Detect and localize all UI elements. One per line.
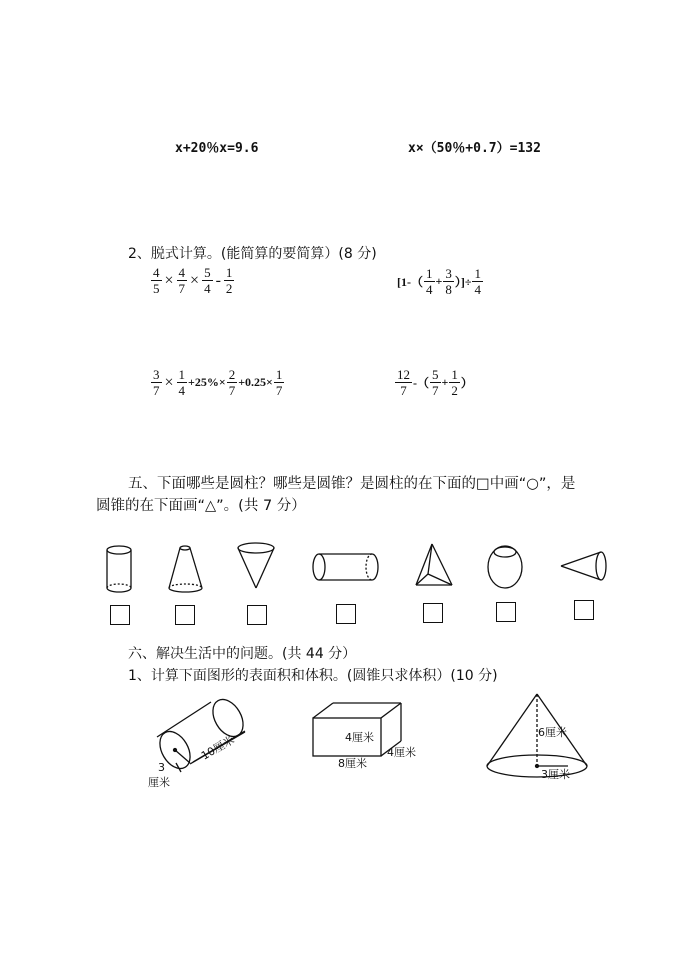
fraction: $\frac{12}{7}$ xyxy=(397,367,410,398)
expression-4: $\frac{12}{7}$ -（ $\frac{5}{7}$ + $\frac{1}{2}$ ） xyxy=(397,367,473,398)
fraction: $\frac{1}{2}$ xyxy=(225,265,233,296)
answer-box[interactable] xyxy=(423,603,443,623)
solid-figures xyxy=(0,690,688,800)
expression-1: $\frac{4}{5}$ × $\frac{4}{7}$ × $\frac{5}{4}$ - $\frac{1}{2}$ xyxy=(153,265,233,296)
answer-box[interactable] xyxy=(247,605,267,625)
cuboid-length-label: 8厘米 xyxy=(338,757,367,770)
cuboid-height-label: 4厘米 xyxy=(345,731,374,744)
cylinder-figure xyxy=(154,694,250,774)
fraction: $\frac{1}{7}$ xyxy=(275,367,283,398)
section6-title: 六、解决生活中的问题。(共 44 分） xyxy=(128,646,357,662)
section2-title: 2、脱式计算。(能简算的要简算）(8 分) xyxy=(128,246,377,262)
cylinder-radius-number: 3 xyxy=(158,761,165,774)
ellipsoid-shape xyxy=(488,546,522,588)
fraction: $\frac{1}{4}$ xyxy=(426,266,433,297)
fraction: $\frac{1}{4}$ xyxy=(178,367,186,398)
fraction: $\frac{5}{4}$ xyxy=(204,265,211,296)
equation-2: x×（50％+0.7）=132 xyxy=(408,141,541,156)
answer-box[interactable] xyxy=(110,605,130,625)
fraction: $\frac{5}{7}$ xyxy=(432,367,439,398)
shapes-row xyxy=(0,540,688,600)
fraction: $\frac{4}{7}$ xyxy=(178,265,186,296)
cylinder-length-label: 10厘米 xyxy=(199,733,237,763)
cylinder-shape xyxy=(313,554,378,580)
fraction: $\frac{1}{2}$ xyxy=(451,367,458,398)
section5-line2: 圆锥的在下面画“△”。(共 7 分） xyxy=(96,498,306,514)
fraction: $\frac{1}{4}$ xyxy=(474,266,481,297)
cone-shape xyxy=(169,546,202,592)
equation-1: x+20％x=9.6 xyxy=(175,141,259,156)
expression-2: [1-（ $\frac{1}{4}$ + $\frac{3}{8}$ ）]÷ $\frac{1}{4}$ xyxy=(397,266,481,297)
fraction: $\frac{3}{8}$ xyxy=(445,266,452,297)
fraction: $\frac{3}{7}$ xyxy=(153,367,160,398)
cone-shape xyxy=(561,552,606,580)
answer-box[interactable] xyxy=(496,602,516,622)
cylinder-shape xyxy=(107,546,131,592)
cone-shape xyxy=(238,543,274,588)
section5-line1: 五、下面哪些是圆柱？哪些是圆锥？是圆柱的在下面的□中画“○”，是 xyxy=(128,476,576,492)
cone-radius-label: 3厘米 xyxy=(541,768,570,781)
section6-question1: 1、计算下面图形的表面积和体积。(圆锥只求体积）(10 分) xyxy=(128,668,498,684)
cylinder-radius-unit: 厘米 xyxy=(148,776,170,789)
fraction: $\frac{2}{7}$ xyxy=(228,367,236,398)
answer-box[interactable] xyxy=(574,600,594,620)
cuboid-width-label: 4厘米 xyxy=(387,746,416,759)
expression-3: $\frac{3}{7}$ × $\frac{1}{4}$ +25%× $\frac{2}{7}$ +0.25× $\frac{1}{7}$ xyxy=(153,367,283,398)
answer-box[interactable] xyxy=(336,604,356,624)
answer-box[interactable] xyxy=(175,605,195,625)
pyramid-shape xyxy=(416,544,452,585)
fraction: $\frac{4}{5}$ xyxy=(153,265,160,296)
cone-height-label: 6厘米 xyxy=(538,726,567,739)
cone-figure xyxy=(487,694,587,777)
